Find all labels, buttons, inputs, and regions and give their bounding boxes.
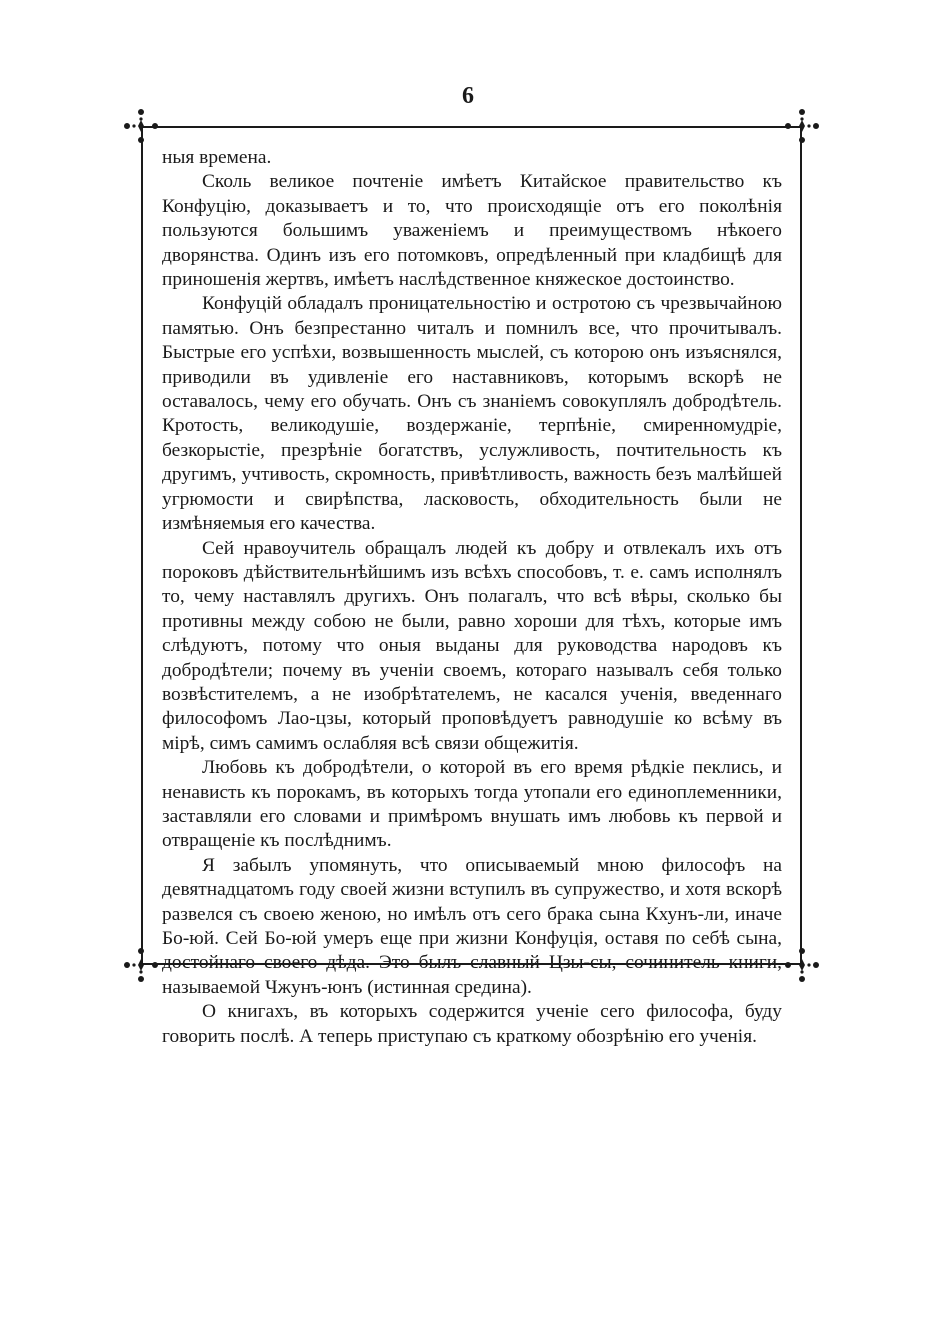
page-number: 6 — [462, 83, 474, 109]
paragraph-love-of-virtue: Любовь къ добродѣтели, о которой въ его время рѣдкіе пеклись, и ненависть къ порокамъ, въ которыхъ тогда утопали его единоплеменники, заставляли его словами и примѣромъ внушать имъ любовь къ первой и отвращеніе къ послѣднимъ. — [162, 757, 782, 852]
paragraph-family: Я забылъ упомянуть, что описываемый мною философъ на девятнадцатомъ году своей жизни вступилъ въ супружество, и хотя вскорѣ развелся съ своею женою, но имѣлъ отъ сего брака сына Кхунъ-ли, иначе Бо-юй. Сей Бо-юй умеръ еще при жизни Конфуція, оставя по себѣ сына, достойнаго своего дѣда. Это былъ славный Цзы-сы, сочинитель книги, называемой Чжунъ-юнъ (истинная средина). — [162, 854, 782, 998]
corner-ornament-top-right-icon — [782, 106, 822, 146]
corner-ornament-bottom-right-icon — [782, 945, 822, 985]
corner-ornament-bottom-left-icon — [121, 945, 161, 985]
paragraph-books: О книгахъ, въ которыхъ содержится ученіе сего философа, буду говорить послѣ. А теперь приступаю съ краткому обозрѣнію его ученія. — [162, 1001, 782, 1047]
body-text — [162, 146, 782, 1049]
paragraph-teaching: Сей нравоучитель обращалъ людей къ добру и отвлекалъ ихъ отъ пороковъ дѣйствительнѣйшимъ изъ всѣхъ способовъ, т. е. самъ исполнялъ то, чему наставлялъ другихъ. Онъ полагалъ, что всѣ вѣры, сколько бы противны между собою не были, равно хороши для тѣхъ, которые имъ слѣдуютъ, потому что оныя выданы для руководства народовъ къ добродѣтели; почему въ ученіи своемъ, котораго называлъ себя только возвѣстителемъ, а не изобрѣтателемъ, не касался ученія, введеннаго философомъ Лао-цзы, который проповѣдуетъ равнодушіе ко всѣму въ мірѣ, симъ самимъ ослабляя всѣ связи общежитія. — [162, 537, 782, 754]
paragraph-virtues: Конфуцій обладалъ проницательностію и остротою съ чрезвычайною памятью. Онъ безпрестанно читалъ и помнилъ все, что прочитывалъ. Быстрые его успѣхи, возвышенность мыслей, съ которою онъ изъяснялся, приводили въ удивленіе его наставниковъ, которымъ вскорѣ не оставалось, чему его обучать. Онъ съ знаніемъ совокуплялъ добродѣтель. Кротость, великодушіе, воздержаніе, терпѣніе, смиренномудріе, безкорыстіе, презрѣніе богатствъ, услужливость, почтительность къ другимъ, учтивость, скромность, привѣтливость, важность безъ малѣйшей угрюмости и свирѣпства, ласковость, обходительность были не измѣняемыя его качества. — [162, 293, 782, 535]
paragraph-honor: Сколь великое почтеніе имѣетъ Китайское правительство къ Конфуцію, доказываетъ и то, что происходящіе отъ его поколѣнія пользуются большимъ уваженіемъ и преимуществомъ нѣкоего дворянства. Одинъ изъ его потомковъ, опредѣленный при кладбищѣ для приношенія жертвъ, имѣетъ наслѣдственное княжеское достоинство. — [162, 171, 782, 291]
paragraph-continuation: ныя времена. — [162, 147, 272, 168]
corner-ornament-top-left-icon — [121, 106, 161, 146]
